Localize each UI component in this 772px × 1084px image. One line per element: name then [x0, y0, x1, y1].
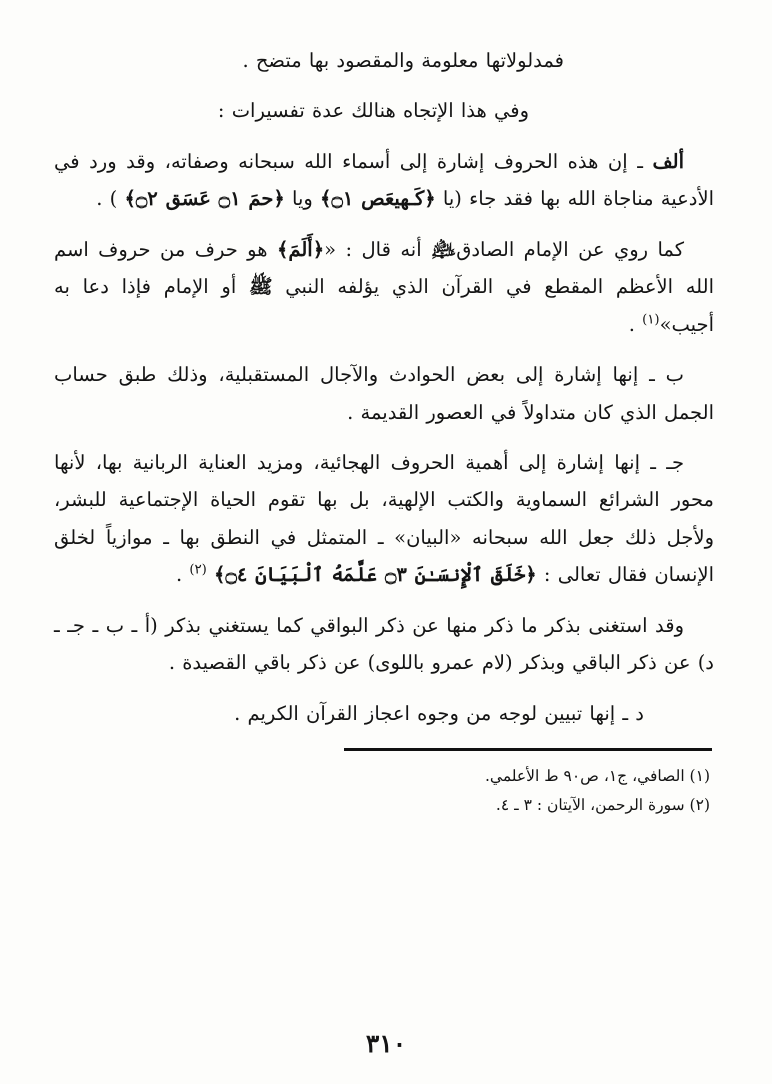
body-text: ب ـ إنها إشارة إلى بعض الحوادث والآجال المستقبلية، وذلك طبق حساب الجمل الذي كان متداولاً في العصور القديمة . [54, 363, 714, 424]
footnote-marker: (١) [642, 312, 660, 328]
body-text: . [628, 312, 643, 336]
quran-quote: ﴿حمَ ۝١ عَسَق ۝٢﴾ [124, 187, 285, 211]
paragraph [54, 444, 714, 594]
footnote-separator [344, 748, 712, 751]
footnote: (٢) سورة الرحمن، الآيتان : ٣ ـ ٤. [495, 796, 710, 815]
body-text: د ـ إنها تبيين لوجه من وجوه اعجاز القرآن الكريم . [234, 701, 644, 725]
footnote: (١) الصافي، ج١، ص٩٠ ط الأعلمي. [484, 767, 710, 785]
page-number: ٣١٠ [365, 1029, 407, 1058]
body-text: فمدلولاتها معلومة والمقصود بها متضح . [242, 49, 564, 72]
text-block [54, 42, 714, 732]
body-text [207, 563, 214, 586]
body-text: وفي هذا الإتجاه هنالك عدة تفسيرات : [217, 99, 529, 123]
body-text: ويا [284, 187, 320, 211]
paragraph [54, 231, 714, 343]
quran-quote: ﴿كَـهيعَص ۝١﴾ [320, 187, 436, 211]
body-text: أنه قال : « [324, 237, 432, 261]
body-text: ) . [96, 187, 125, 211]
body-text: ألف [652, 149, 684, 173]
paragraph [54, 356, 714, 431]
paragraph [54, 607, 714, 682]
body-text: أو الإمام فإذا دعا به أجيب» [54, 275, 714, 336]
quran-quote: ﵇ [431, 237, 457, 261]
body-text: جـ ـ إنها إشارة إلى أهمية الحروف الهجائية، ومزيد العناية الربانية بها، لأنها محور الشرائع السماوية والكتب الإلهية، بل بها تقوم الحياة الإجتماعية للبشر، ولأجل ذلك جعل الله سبحانه «البيان» ـ المتمثل في النطق بها ـ موازياً لخلق الإنسان فقال تعالى : [54, 450, 714, 587]
paragraph [54, 143, 714, 218]
quran-quote: ﷺ [249, 275, 273, 299]
paragraph [54, 42, 714, 79]
body-text: هو حرف من حروف اسم الله الأعظم المقطع في القرآن الذي يؤلفه النبي [54, 237, 714, 299]
body-text: ـ إن هذه الحروف إشارة إلى أسماء الله سبحانه وصفاته، وقد ورد في الأدعية مناجاة الله بها فقد جاء (يا [54, 149, 714, 211]
body-text: . [175, 563, 190, 587]
paragraph [54, 695, 714, 732]
quran-quote: ﴿أَلَمَ﴾ [276, 237, 325, 261]
body-text: وقد استغنى بذكر ما ذكر منها عن ذكر البواقي كما يستغني بذكر (أ ـ ب ـ جـ ـ د) عن ذكر الباقي وبذكر (لام عمرو باللوى) عن ذكر باقي القصيدة . [54, 613, 714, 675]
footnote-marker: (٢) [189, 562, 207, 578]
paragraph [54, 92, 714, 129]
footnotes [54, 763, 714, 819]
body-text: كما روي عن الإمام الصادق [456, 237, 684, 261]
quran-quote: ﴿خَلَقَ ٱلْإِنسَـٰنَ ۝٣ عَلَّمَهُ ٱلْبَيَانَ ۝٤﴾ [214, 563, 537, 587]
